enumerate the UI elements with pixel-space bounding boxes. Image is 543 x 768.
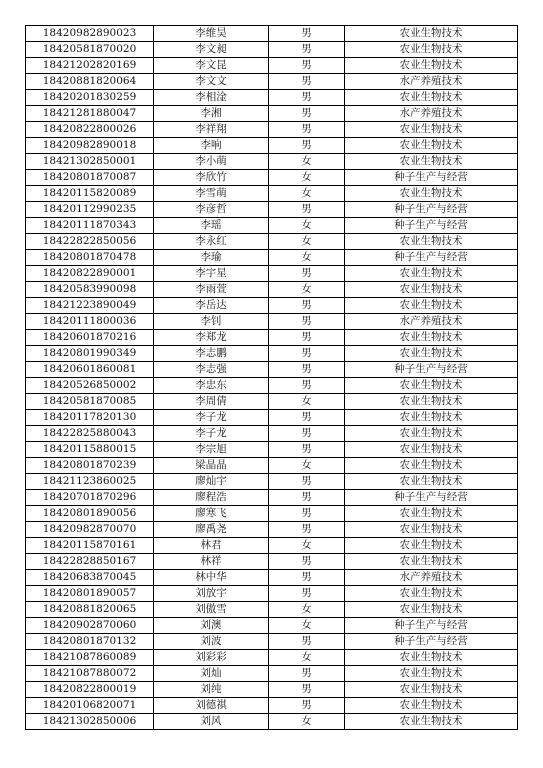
- gender-cell: 男: [269, 122, 345, 138]
- name-cell: 刘灿: [154, 666, 269, 682]
- major-cell: 农业生物技术: [345, 698, 518, 714]
- student-id-cell: 18421302850001: [26, 154, 154, 170]
- name-cell: 刘纯: [154, 682, 269, 698]
- name-cell: 刘傲雪: [154, 602, 269, 618]
- name-cell: 李宗旭: [154, 442, 269, 458]
- student-id-cell: 18420822800019: [26, 682, 154, 698]
- gender-cell: 男: [269, 554, 345, 570]
- major-cell: 农业生物技术: [345, 90, 518, 106]
- major-cell: 种子生产与经营: [345, 634, 518, 650]
- gender-cell: 男: [269, 346, 345, 362]
- gender-cell: 女: [269, 650, 345, 666]
- gender-cell: 男: [269, 330, 345, 346]
- major-cell: 农业生物技术: [345, 330, 518, 346]
- student-id-cell: 18420115820089: [26, 186, 154, 202]
- name-cell: 李郑龙: [154, 330, 269, 346]
- table-row: [26, 554, 518, 570]
- gender-cell: 男: [269, 474, 345, 490]
- table-row: [26, 74, 518, 90]
- student-id-cell: 18420112990235: [26, 202, 154, 218]
- name-cell: 刘波: [154, 634, 269, 650]
- major-cell: 农业生物技术: [345, 394, 518, 410]
- gender-cell: 男: [269, 42, 345, 58]
- student-id-cell: 18421223890049: [26, 298, 154, 314]
- table-row: [26, 234, 518, 250]
- major-cell: 农业生物技术: [345, 442, 518, 458]
- name-cell: 李宇星: [154, 266, 269, 282]
- gender-cell: 男: [269, 138, 345, 154]
- name-cell: 李维昊: [154, 26, 269, 42]
- major-cell: 农业生物技术: [345, 26, 518, 42]
- major-cell: 农业生物技术: [345, 410, 518, 426]
- major-cell: 农业生物技术: [345, 506, 518, 522]
- student-id-cell: 18420881820065: [26, 602, 154, 618]
- table-row: [26, 714, 518, 730]
- table-row: [26, 122, 518, 138]
- gender-cell: 男: [269, 58, 345, 74]
- student-id-cell: 18420801890057: [26, 586, 154, 602]
- table-row: [26, 314, 518, 330]
- gender-cell: 男: [269, 570, 345, 586]
- major-cell: 农业生物技术: [345, 282, 518, 298]
- student-id-cell: 18420801870087: [26, 170, 154, 186]
- student-roster-table: [25, 25, 518, 730]
- gender-cell: 男: [269, 506, 345, 522]
- name-cell: 廖程浩: [154, 490, 269, 506]
- gender-cell: 男: [269, 378, 345, 394]
- name-cell: 李子龙: [154, 426, 269, 442]
- student-id-cell: 18420701870296: [26, 490, 154, 506]
- table-row: [26, 602, 518, 618]
- major-cell: 农业生物技术: [345, 346, 518, 362]
- student-id-cell: 18420201830259: [26, 90, 154, 106]
- table-row: [26, 618, 518, 634]
- student-id-cell: 18421123860025: [26, 474, 154, 490]
- name-cell: 李雪萌: [154, 186, 269, 202]
- name-cell: 李相淦: [154, 90, 269, 106]
- major-cell: 农业生物技术: [345, 650, 518, 666]
- gender-cell: 女: [269, 618, 345, 634]
- table-row: [26, 650, 518, 666]
- gender-cell: 男: [269, 426, 345, 442]
- gender-cell: 男: [269, 698, 345, 714]
- table-row: [26, 202, 518, 218]
- gender-cell: 男: [269, 490, 345, 506]
- name-cell: 李瑶: [154, 218, 269, 234]
- student-id-cell: 18420526850002: [26, 378, 154, 394]
- student-id-cell: 18420683870045: [26, 570, 154, 586]
- table-row: [26, 282, 518, 298]
- gender-cell: 女: [269, 714, 345, 730]
- student-id-cell: 18420583990098: [26, 282, 154, 298]
- name-cell: 刘风: [154, 714, 269, 730]
- name-cell: 刘彩彩: [154, 650, 269, 666]
- major-cell: 水产养殖技术: [345, 74, 518, 90]
- student-id-cell: 18421302850006: [26, 714, 154, 730]
- student-id-cell: 18420115880015: [26, 442, 154, 458]
- student-id-cell: 18420115870161: [26, 538, 154, 554]
- gender-cell: 女: [269, 394, 345, 410]
- table-row: [26, 154, 518, 170]
- table-row: [26, 90, 518, 106]
- gender-cell: 男: [269, 410, 345, 426]
- gender-cell: 男: [269, 586, 345, 602]
- student-id-cell: 18420601860081: [26, 362, 154, 378]
- name-cell: 林中华: [154, 570, 269, 586]
- table-row: [26, 106, 518, 122]
- name-cell: 廖灿宇: [154, 474, 269, 490]
- major-cell: 农业生物技术: [345, 42, 518, 58]
- name-cell: 李响: [154, 138, 269, 154]
- table-row: [26, 394, 518, 410]
- student-id-cell: 18421202820169: [26, 58, 154, 74]
- major-cell: 农业生物技术: [345, 122, 518, 138]
- name-cell: 李志强: [154, 362, 269, 378]
- gender-cell: 女: [269, 602, 345, 618]
- table-row: [26, 26, 518, 42]
- name-cell: 林君: [154, 538, 269, 554]
- gender-cell: 男: [269, 202, 345, 218]
- gender-cell: 男: [269, 314, 345, 330]
- gender-cell: 女: [269, 170, 345, 186]
- gender-cell: 男: [269, 106, 345, 122]
- student-id-cell: 18422822850056: [26, 234, 154, 250]
- student-id-cell: 18420822800026: [26, 122, 154, 138]
- table-row: [26, 490, 518, 506]
- student-id-cell: 18420117820130: [26, 410, 154, 426]
- major-cell: 农业生物技术: [345, 138, 518, 154]
- table-row: [26, 378, 518, 394]
- gender-cell: 女: [269, 458, 345, 474]
- name-cell: 刘放宇: [154, 586, 269, 602]
- major-cell: 水产养殖技术: [345, 106, 518, 122]
- student-id-cell: 18420801870239: [26, 458, 154, 474]
- major-cell: 农业生物技术: [345, 522, 518, 538]
- major-cell: 种子生产与经营: [345, 170, 518, 186]
- student-id-cell: 18420822890001: [26, 266, 154, 282]
- student-id-cell: 18421087860089: [26, 650, 154, 666]
- major-cell: 农业生物技术: [345, 682, 518, 698]
- major-cell: 农业生物技术: [345, 298, 518, 314]
- table-row: [26, 666, 518, 682]
- table-body: [26, 26, 518, 730]
- name-cell: 李湘: [154, 106, 269, 122]
- table-row: [26, 682, 518, 698]
- gender-cell: 女: [269, 234, 345, 250]
- student-id-cell: 18420881820064: [26, 74, 154, 90]
- gender-cell: 男: [269, 90, 345, 106]
- major-cell: 农业生物技术: [345, 602, 518, 618]
- name-cell: 廖寒飞: [154, 506, 269, 522]
- major-cell: 农业生物技术: [345, 586, 518, 602]
- table-row: [26, 634, 518, 650]
- table-row: [26, 58, 518, 74]
- name-cell: 李永红: [154, 234, 269, 250]
- student-id-cell: 18420581870020: [26, 42, 154, 58]
- table-row: [26, 586, 518, 602]
- major-cell: 农业生物技术: [345, 554, 518, 570]
- table-row: [26, 458, 518, 474]
- gender-cell: 男: [269, 74, 345, 90]
- name-cell: 李岳达: [154, 298, 269, 314]
- student-id-cell: 18420982890023: [26, 26, 154, 42]
- major-cell: 种子生产与经营: [345, 618, 518, 634]
- name-cell: 李周倩: [154, 394, 269, 410]
- table-row: [26, 362, 518, 378]
- student-id-cell: 18422828850167: [26, 554, 154, 570]
- gender-cell: 男: [269, 298, 345, 314]
- gender-cell: 女: [269, 154, 345, 170]
- student-id-cell: 18420801890056: [26, 506, 154, 522]
- major-cell: 种子生产与经营: [345, 202, 518, 218]
- gender-cell: 男: [269, 266, 345, 282]
- gender-cell: 男: [269, 634, 345, 650]
- gender-cell: 女: [269, 218, 345, 234]
- table-row: [26, 330, 518, 346]
- major-cell: 农业生物技术: [345, 234, 518, 250]
- name-cell: 李祥翔: [154, 122, 269, 138]
- student-id-cell: 18421281880047: [26, 106, 154, 122]
- major-cell: 农业生物技术: [345, 538, 518, 554]
- major-cell: 种子生产与经营: [345, 218, 518, 234]
- name-cell: 李忠东: [154, 378, 269, 394]
- major-cell: 农业生物技术: [345, 186, 518, 202]
- table-row: [26, 170, 518, 186]
- student-id-cell: 18420801870478: [26, 250, 154, 266]
- student-id-cell: 18420601870216: [26, 330, 154, 346]
- name-cell: 李雨萱: [154, 282, 269, 298]
- table-row: [26, 410, 518, 426]
- name-cell: 李文文: [154, 74, 269, 90]
- student-id-cell: 18422825880043: [26, 426, 154, 442]
- name-cell: 梁晶晶: [154, 458, 269, 474]
- major-cell: 农业生物技术: [345, 714, 518, 730]
- name-cell: 李彦哲: [154, 202, 269, 218]
- table-row: [26, 698, 518, 714]
- table-row: [26, 474, 518, 490]
- student-id-cell: 18420982870070: [26, 522, 154, 538]
- name-cell: 刘德祺: [154, 698, 269, 714]
- student-id-cell: 18420111870343: [26, 218, 154, 234]
- table-row: [26, 570, 518, 586]
- major-cell: 农业生物技术: [345, 154, 518, 170]
- major-cell: 农业生物技术: [345, 666, 518, 682]
- student-id-cell: 18420111800036: [26, 314, 154, 330]
- major-cell: 农业生物技术: [345, 458, 518, 474]
- table-row: [26, 298, 518, 314]
- student-id-cell: 18420982890018: [26, 138, 154, 154]
- gender-cell: 男: [269, 666, 345, 682]
- name-cell: 李子龙: [154, 410, 269, 426]
- name-cell: 李欣竹: [154, 170, 269, 186]
- table-row: [26, 42, 518, 58]
- name-cell: 李钊: [154, 314, 269, 330]
- student-id-cell: 18420581870085: [26, 394, 154, 410]
- gender-cell: 男: [269, 442, 345, 458]
- major-cell: 农业生物技术: [345, 378, 518, 394]
- student-id-cell: 18421087880072: [26, 666, 154, 682]
- name-cell: 刘澳: [154, 618, 269, 634]
- gender-cell: 男: [269, 26, 345, 42]
- major-cell: 种子生产与经营: [345, 490, 518, 506]
- major-cell: 种子生产与经营: [345, 250, 518, 266]
- name-cell: 李小萌: [154, 154, 269, 170]
- gender-cell: 女: [269, 282, 345, 298]
- gender-cell: 男: [269, 362, 345, 378]
- table-row: [26, 538, 518, 554]
- student-id-cell: 18420902870060: [26, 618, 154, 634]
- table-row: [26, 506, 518, 522]
- table-row: [26, 522, 518, 538]
- gender-cell: 女: [269, 538, 345, 554]
- name-cell: 李瑜: [154, 250, 269, 266]
- table-row: [26, 250, 518, 266]
- major-cell: 农业生物技术: [345, 426, 518, 442]
- gender-cell: 女: [269, 186, 345, 202]
- major-cell: 种子生产与经营: [345, 362, 518, 378]
- major-cell: 水产养殖技术: [345, 314, 518, 330]
- table-row: [26, 442, 518, 458]
- name-cell: 林祥: [154, 554, 269, 570]
- student-id-cell: 18420106820071: [26, 698, 154, 714]
- table-row: [26, 138, 518, 154]
- table-row: [26, 266, 518, 282]
- table-row: [26, 426, 518, 442]
- major-cell: 农业生物技术: [345, 266, 518, 282]
- name-cell: 李文昶: [154, 42, 269, 58]
- name-cell: 李志鹏: [154, 346, 269, 362]
- gender-cell: 女: [269, 250, 345, 266]
- major-cell: 水产养殖技术: [345, 570, 518, 586]
- major-cell: 农业生物技术: [345, 474, 518, 490]
- gender-cell: 男: [269, 522, 345, 538]
- table-row: [26, 346, 518, 362]
- name-cell: 李文昆: [154, 58, 269, 74]
- student-id-cell: 18420801990349: [26, 346, 154, 362]
- name-cell: 廖禹尧: [154, 522, 269, 538]
- table-row: [26, 186, 518, 202]
- student-id-cell: 18420801870132: [26, 634, 154, 650]
- major-cell: 农业生物技术: [345, 58, 518, 74]
- gender-cell: 男: [269, 682, 345, 698]
- table-row: [26, 218, 518, 234]
